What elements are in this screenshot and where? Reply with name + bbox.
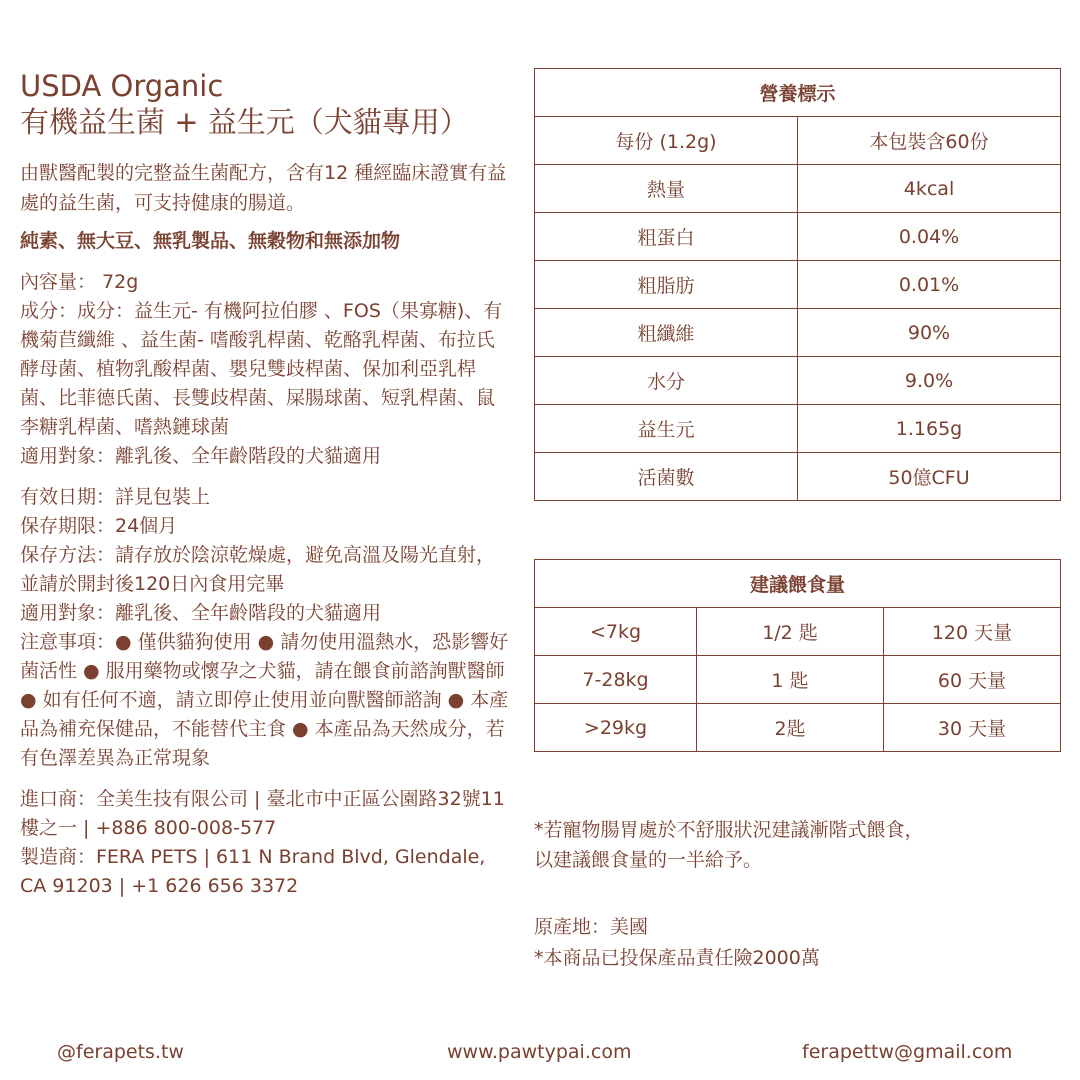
weight-range: 7-28kg <box>535 656 697 704</box>
storage-method: 保存方法：請存放於陰涼乾燥處，避免高溫及陽光直射，並請於開封後120日內食用完畢 <box>20 544 496 595</box>
nutrient-label: 益生元 <box>535 405 798 453</box>
origin-block <box>534 912 1054 974</box>
days-supply: 120 天量 <box>884 608 1061 656</box>
feeding-note-line-1: *若寵物腸胃處於不舒服狀況建議漸階式餵食， <box>534 819 924 841</box>
table-row <box>535 309 1061 357</box>
ingredients: 成分：成分：益生元- 有機阿拉伯膠 、FOS（果寡糖)、有機菊苣纖維 、益生菌- 嗜酸乳桿菌、乾酪乳桿菌、布拉氏酵母菌、植物乳酸桿菌、嬰兒雙歧桿菌、保加利亞乳桿菌、比菲德氏菌、長雙歧桿菌、屎腸球菌、短乳桿菌、鼠李糖乳桿菌、嗜熱鏈球菌 <box>20 300 503 438</box>
shelf-life: 保存期限：24個月 <box>20 515 178 537</box>
suitable-for: 適用對象：離乳後、全年齡階段的犬貓適用 <box>20 445 382 467</box>
feeding-note-line-2: 以建議餵食量的一半給予。 <box>534 849 763 871</box>
scoop-amount: 1/2 匙 <box>697 608 884 656</box>
table-row <box>535 453 1061 501</box>
serving-size: 每份 (1.2g) <box>535 117 798 165</box>
table-row <box>535 608 1061 656</box>
nutrient-label: 熱量 <box>535 165 798 213</box>
precautions: 注意事項：● 僅供貓狗使用 ● 請勿使用溫熱水，恐影響好菌活性 ● 服用藥物或懷孕之犬貓，請在餵食前諮詢獸醫師 ● 如有任何不適，請立即停止使用並向獸醫師諮詢 ● 本產品為補充保健品，不能替代主食 ● 本產品為天然成分，若有色澤差異為正常現象 <box>20 631 509 769</box>
nutrition-table <box>534 68 1061 501</box>
info-block-storage <box>20 483 510 773</box>
nutrient-value: 90% <box>798 309 1061 357</box>
product-info-column <box>20 68 510 901</box>
title-english: USDA Organic <box>20 69 224 103</box>
feeding-table <box>534 559 1061 752</box>
nutrient-value: 0.01% <box>798 261 1061 309</box>
days-supply: 30 天量 <box>884 704 1061 752</box>
title-chinese: 有機益生菌 + 益生元（犬貓專用） <box>20 105 469 139</box>
table-row <box>535 261 1061 309</box>
days-supply: 60 天量 <box>884 656 1061 704</box>
instagram-handle[interactable]: @ferapets.tw <box>57 1041 184 1063</box>
feeding-title: 建議餵食量 <box>535 560 1061 608</box>
info-block-contents <box>20 268 510 471</box>
website-link[interactable]: www.pawtypai.com <box>447 1041 632 1063</box>
info-block-companies <box>20 785 510 901</box>
manufacturer: 製造商：FERA PETS | 611 N Brand Blvd, Glendale, CA 91203 | +1 626 656 3372 <box>20 846 486 897</box>
expiry-date: 有效日期：詳見包裝上 <box>20 486 211 508</box>
email-link[interactable]: ferapettw@gmail.com <box>802 1041 1013 1063</box>
nutrient-label: 粗脂肪 <box>535 261 798 309</box>
nutrient-label: 粗蛋白 <box>535 213 798 261</box>
country-of-origin: 原產地：美國 <box>534 916 649 938</box>
servings-per-package: 本包裝含60份 <box>798 117 1061 165</box>
nutrient-label: 活菌數 <box>535 453 798 501</box>
nutrient-value: 50億CFU <box>798 453 1061 501</box>
feeding-note <box>534 815 1054 875</box>
table-row <box>535 656 1061 704</box>
nutrient-value: 0.04% <box>798 213 1061 261</box>
importer: 進口商：全美生技有限公司 | 臺北市中正區公園路32號11樓之一 | +886 800-008-577 <box>20 788 505 839</box>
table-row <box>535 117 1061 165</box>
scoop-amount: 1 匙 <box>697 656 884 704</box>
suitable-for-2: 適用對象：離乳後、全年齡階段的犬貓適用 <box>20 602 382 624</box>
table-row <box>535 357 1061 405</box>
table-row <box>535 704 1061 752</box>
free-from-highlight: 純素、無大豆、無乳製品、無穀物和無添加物 <box>20 230 401 252</box>
nutrient-label: 水分 <box>535 357 798 405</box>
net-weight: 內容量： 72g <box>20 271 139 293</box>
nutrient-value: 4kcal <box>798 165 1061 213</box>
table-row <box>535 165 1061 213</box>
weight-range: >29kg <box>535 704 697 752</box>
insurance-note: *本商品已投保產品責任險2000萬 <box>534 947 820 969</box>
nutrient-label: 粗纖維 <box>535 309 798 357</box>
nutrition-title: 營養標示 <box>535 69 1061 117</box>
nutrient-value: 9.0% <box>798 357 1061 405</box>
table-row <box>535 213 1061 261</box>
scoop-amount: 2匙 <box>697 704 884 752</box>
product-description: 由獸醫配製的完整益生菌配方，含有12 種經臨床證實有益處的益生菌，可支持健康的腸道。 <box>20 162 507 214</box>
weight-range: <7kg <box>535 608 697 656</box>
table-row <box>535 405 1061 453</box>
nutrient-value: 1.165g <box>798 405 1061 453</box>
